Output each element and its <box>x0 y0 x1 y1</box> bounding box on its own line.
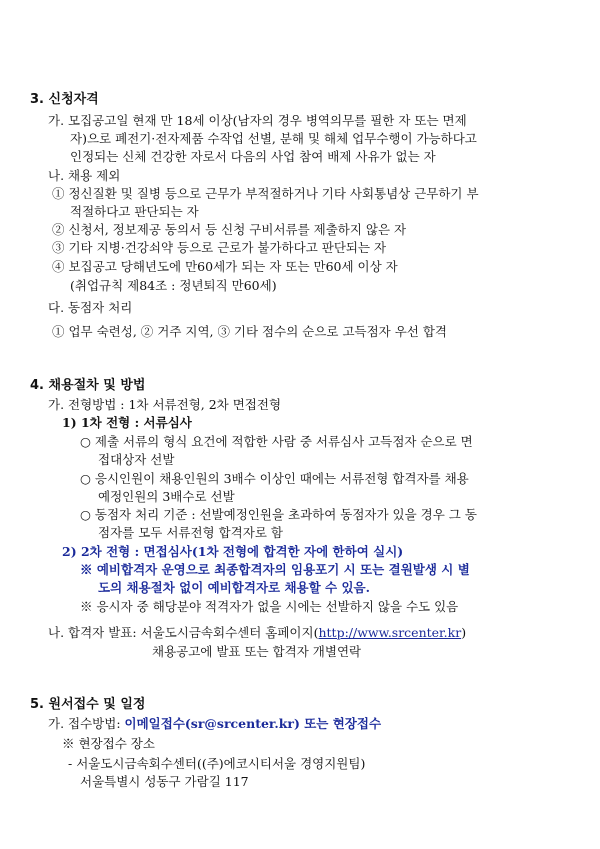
s4-note2: ※ 응시자 중 해당분야 적격자가 없을 시에는 선발하지 않을 수도 있음 <box>80 599 459 614</box>
s3-a-line2: 자)으로 폐전기·전자제품 수작업 선별, 분해 및 해체 업무수행이 가능하다고 <box>70 131 477 146</box>
s4-note1-line2: 도의 채용절차 없이 예비합격자로 채용할 수 있음. <box>98 580 370 595</box>
s3-b-item1-line1: ① 정신질환 및 질병 등으로 근무가 부적절하거나 기타 사회통념상 근무하기 부 <box>52 186 479 201</box>
s4-note1-line1: ※ 예비합격자 운영으로 최종합격자의 임용포기 시 또는 결원발생 시 별 <box>80 562 470 577</box>
s4-b-line1 <box>48 625 466 641</box>
s4-o2-line1: ○ 응시인원이 채용인원의 3배수 이상인 때에는 서류전형 합격자를 채용 <box>80 471 469 486</box>
s3-b-item4-note: (취업규칙 제84조 : 정년퇴직 만60세) <box>70 278 277 293</box>
s5-a-line <box>48 716 381 732</box>
s5-a-value: 이메일접수(sr@srcenter.kr) 또는 현장접수 <box>124 716 382 731</box>
s4-o1-line1: ○ 제출 서류의 형식 요건에 적합한 사람 중 서류심사 고득점자 순으로 면 <box>80 434 473 449</box>
s3-c-item: ① 업무 숙련성, ② 거주 지역, ③ 기타 점수의 순으로 고득점자 우선 합격 <box>52 324 448 339</box>
s3-b-item2: ② 신청서, 정보제공 동의서 등 신청 구비서류를 제출하지 않은 자 <box>52 222 407 237</box>
s4-round1-title: 1) 1차 전형 : 서류심사 <box>62 415 192 430</box>
s5-place-line1: - 서울도시금속회수센터((주)에코시티서울 경영지원팀) <box>68 756 366 771</box>
s3-a-line1: 가. 모집공고일 현재 만 18세 이상(남자의 경우 병역의무를 필한 자 또는 면제 <box>48 113 467 128</box>
s5-place-line2: 서울특별시 성동구 가람길 117 <box>80 774 249 789</box>
s4-a-heading: 가. 전형방법 : 1차 서류전형, 2차 면접전형 <box>48 397 282 412</box>
s5-a-label: 가. 접수방법: <box>48 716 125 731</box>
s4-round2-title: 2) 2차 전형 : 면접심사(1차 전형에 합격한 자에 한하여 실시) <box>62 544 404 559</box>
s5-note: ※ 현장접수 장소 <box>62 736 155 751</box>
s3-c-heading: 다. 동점자 처리 <box>48 300 133 315</box>
s3-b-heading: 나. 채용 제외 <box>48 168 121 183</box>
s4-b-line2: 채용공고에 발표 또는 합격자 개별연락 <box>152 644 362 659</box>
s4-o2-line2: 예정인원의 3배수로 선발 <box>98 489 235 504</box>
s4-o3-line1: ○ 동점자 처리 기준 : 선발예정인원을 초과하여 동점자가 있을 경우 그 동 <box>80 507 477 522</box>
s4-o3-line2: 점자를 모두 서류전형 합격자로 함 <box>98 525 283 540</box>
s4-o1-line2: 접대상자 선발 <box>98 452 175 467</box>
s4-b-label: 나. 합격자 발표: 서울도시금속회수센터 홈페이지( <box>48 625 319 640</box>
s4-b-paren: ) <box>461 625 467 640</box>
section-4-title: 4. 채용절차 및 방법 <box>30 378 146 393</box>
s3-b-item1-line2: 적절하다고 판단되는 자 <box>70 204 199 219</box>
section-5-title: 5. 원서접수 및 일정 <box>30 697 146 712</box>
s3-b-item3: ③ 기타 지병·건강쇠약 등으로 근로가 불가하다고 판단되는 자 <box>52 240 387 255</box>
s3-a-line3: 인정되는 신체 건강한 자로서 다음의 사업 참여 배제 사유가 없는 자 <box>70 149 436 164</box>
s3-b-item4: ④ 보집공고 당해년도에 만60세가 되는 자 또는 만60세 이상 자 <box>52 259 398 274</box>
homepage-link[interactable]: http://www.srcenter.kr <box>318 625 462 640</box>
section-3-title: 3. 신청자격 <box>30 92 99 107</box>
